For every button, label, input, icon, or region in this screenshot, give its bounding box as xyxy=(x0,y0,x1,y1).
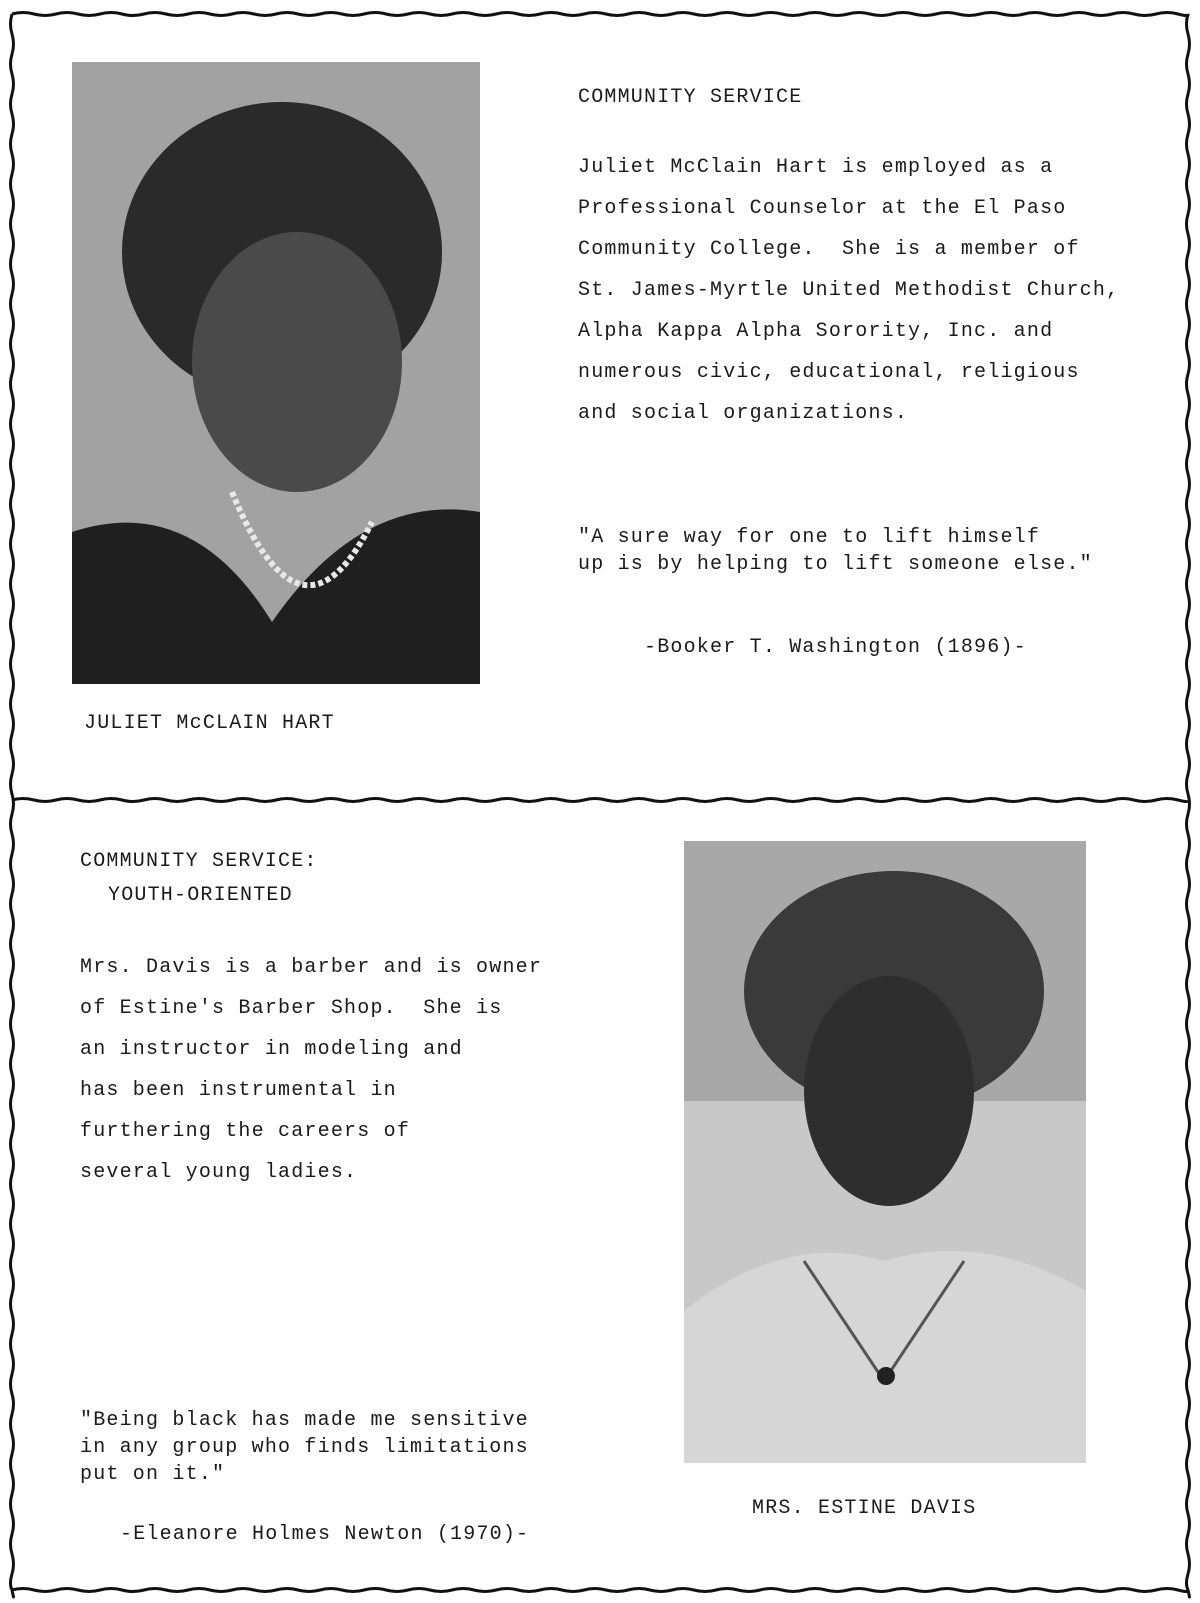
quote-line: "Being black has made me sensitive xyxy=(80,1409,529,1432)
bio-line: of Estine's Barber Shop. She is xyxy=(80,997,503,1020)
quote-line: up is by helping to lift someone else." xyxy=(578,553,1093,576)
bio-line: numerous civic, educational, religious xyxy=(578,361,1080,384)
quote-attribution: -Booker T. Washington (1896)- xyxy=(644,636,1027,659)
photo-caption: JULIET McCLAIN HART xyxy=(84,712,335,735)
quote-attribution: -Eleanore Holmes Newton (1970)- xyxy=(120,1523,530,1546)
bio-line: several young ladies. xyxy=(80,1161,358,1184)
quote-line: "A sure way for one to lift himself xyxy=(578,526,1041,549)
quote-line: in any group who finds limitations xyxy=(80,1436,529,1459)
bio-line: St. James-Myrtle United Methodist Church, xyxy=(578,279,1120,302)
bio-line: and social organizations. xyxy=(578,402,909,425)
section-heading: COMMUNITY SERVICE xyxy=(578,86,803,109)
photo-caption: MRS. ESTINE DAVIS xyxy=(752,1497,977,1520)
portrait-photo-juliet-hart xyxy=(72,62,480,684)
bio-line: has been instrumental in xyxy=(80,1079,397,1102)
section-heading: COMMUNITY SERVICE: xyxy=(80,850,318,873)
bio-line: furthering the careers of xyxy=(80,1120,411,1143)
bio-line: Professional Counselor at the El Paso xyxy=(578,197,1067,220)
bio-line: Mrs. Davis is a barber and is owner xyxy=(80,956,543,979)
bio-line: an instructor in modeling and xyxy=(80,1038,463,1061)
bio-line: Juliet McClain Hart is employed as a xyxy=(578,156,1054,179)
quote-line: put on it." xyxy=(80,1463,226,1486)
bio-line: Alpha Kappa Alpha Sorority, Inc. and xyxy=(578,320,1054,343)
portrait-photo-estine-davis xyxy=(684,841,1086,1463)
section-subheading: YOUTH-ORIENTED xyxy=(108,884,293,907)
profile-estine-davis xyxy=(0,805,1200,1603)
bio-line: Community College. She is a member of xyxy=(578,238,1080,261)
